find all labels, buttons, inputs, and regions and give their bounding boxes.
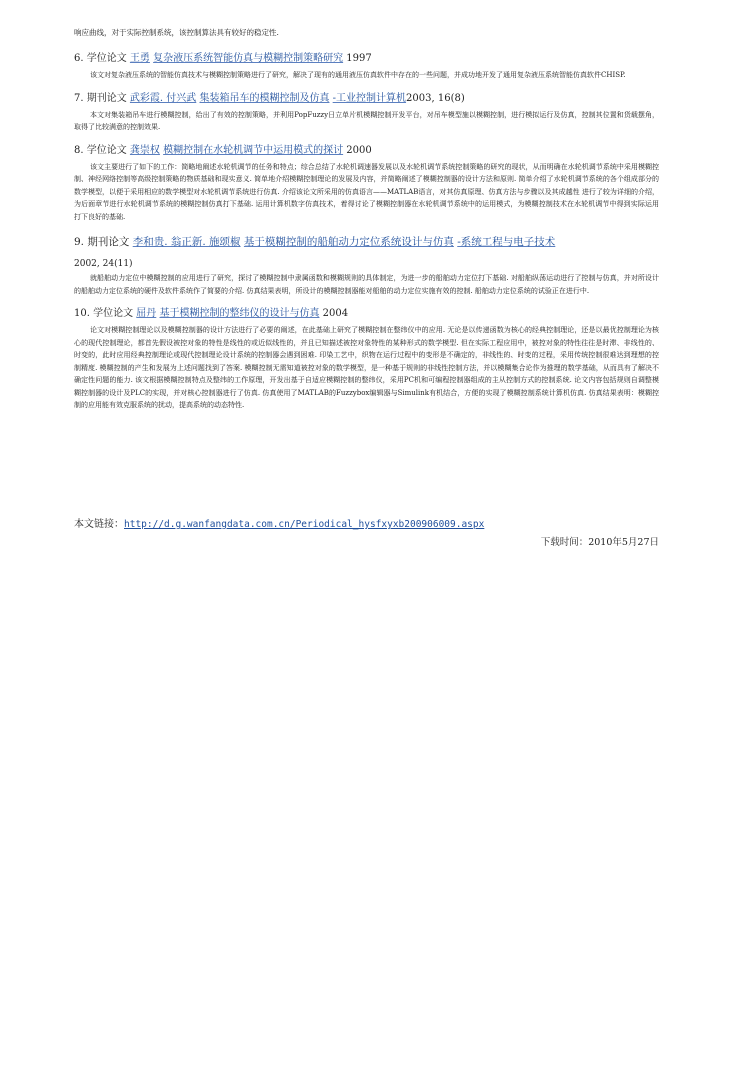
title-link[interactable]: 基于模糊控制的整纬仪的设计与仿真: [159, 308, 320, 319]
entry-number: 7. 期刊论文: [74, 92, 127, 104]
reference-entry-6: [74, 50, 659, 82]
reference-entry-7: [74, 90, 659, 134]
download-time: 下载时间：2010年5月27日: [540, 537, 659, 548]
reference-entry-9: [74, 231, 659, 297]
author-link[interactable]: 王勇: [129, 53, 150, 64]
entry-heading: [74, 305, 659, 323]
entry-year: 1997: [346, 53, 372, 64]
reference-entry-8: [74, 142, 659, 224]
title-link[interactable]: 模糊控制在水轮机调节中运用模式的探讨: [163, 144, 344, 156]
entry-abstract: 该文对复杂液压系统的智能仿真技术与模糊控制策略进行了研究，解决了现有的通用液压仿真软件中存在的一些问题，并成功地开发了通用复杂液压系统智能仿真软件CHISP.: [90, 71, 626, 79]
entry-number: 10. 学位论文: [74, 308, 134, 319]
title-link[interactable]: 基于模糊控制的船舶动力定位系统设计与仿真: [243, 236, 454, 248]
entry-number: 6. 学位论文: [74, 53, 127, 64]
lead-text: 响应曲线，对于实际控制系统，该控制算法具有较好的稳定性.: [74, 28, 279, 37]
article-link-line: [74, 517, 484, 533]
author-link[interactable]: 龚崇权: [129, 144, 160, 156]
author-link[interactable]: 屈丹: [136, 308, 157, 319]
entry-abstract: 该文主要进行了如下的工作：简略地阐述水轮机调节的任务和特点；综合总结了水轮机调速器发展以及水轮机调节系统控制策略的研究的现状，从而明确在水轮机调节系统中采用模糊控制、神经网络控制等高级控制策略的物质基础和现实意义. 简单地介绍模糊控制理论的发展及内容，并简略阐述了模糊控制器的设计方法和原则. 简单介绍了水轮机调节系统的各个组成部分的数学模型，以便于采用相应的数学模型对水轮机调节系统进行仿真. 介绍该论文所采用的仿真语言——MATLAB语言，对其仿真原理、仿真方法与步骤以及其成越性 进行了较为详细的介绍，为后面章节进行水轮机调节系统的模糊控制仿真打下基础. 运用计算机数字仿真技术，着得讨论了模糊控制器在水轮机调节系统中的运用模式，为模糊控制技术在水轮机调节中得到实际运用打下良好的基础.: [74, 162, 659, 221]
entry-heading: [74, 142, 659, 160]
entry-heading: [74, 231, 659, 253]
article-url-link[interactable]: http://d.g.wanfangdata.com.cn/Periodical_hysfxyxb200906009.aspx: [124, 519, 485, 530]
document-body: [74, 26, 659, 420]
article-link-label: 本文链接：: [74, 519, 124, 530]
entry-volume: 2002, 24(11): [74, 259, 133, 269]
entry-abstract: 论文对模糊控制理论以及模糊控制器的设计方法进行了必要的阐述，在此基础上研究了模糊控制在整纬仪中的应用. 无论是以传递函数为核心的经典控制理论，还是以最优控制理论为核心的现代控制理论，都首先假设被控对象的特性是线性的或近似线性的，并且已知描述被控对象特性的某种形式的数学模型. 但在实际工程应用中，被控对象的特性往往是时滞、非线性的、时变的，此时应用经典控制理论或现代控制理论设计系统的控制器会遇到困难. 印染工艺中，织物在运行过程中的变形是不确定的，非线性的、时变的过程，采用传统控制很难达到理想的控制精度. 模糊控制的产生和发展为上述问题找到了答案. 模糊控制无需知道被控对象的数学模型，是一种基于规则的非线性控制方法，并以模糊集合论作为推理的数学基础，从而具有了解决不确定性问题的能力. 该文根据模糊控制特点及整纬的工作原理，开发出基于自适应模糊控制的整纬仪，采用PC机和可编程控制器组成的主从控制方式的控制系统. 论文内容包括规则自调整模糊控制器的设计及PLC的实现，并对核心控制器进行了仿真. 仿真使用了MATLAB的Fuzzybox编辑器与Simulink有机结合，方便的实现了模糊控制系统计算机仿真. 仿真结果表明：模糊控制的应用能有效克服系统的扰动，提高系统的动态特性.: [74, 326, 659, 409]
entry-number: 9. 期刊论文: [74, 236, 130, 248]
author-link[interactable]: 李和贵. 翁正新. 施颂椒: [132, 236, 241, 248]
entry-heading: [74, 90, 659, 108]
journal-link[interactable]: -系统工程与电子技术: [457, 236, 556, 248]
entry-abstract: 本文对集装箱吊车进行模糊控制，给出了有效的控制策略，并利用PopFuzzy日立单片机模糊控制开发平台，对吊车模型施以模糊控制，进行模拟运行及仿真，控制其位置和货载摆角，取得了比较满意的控制效果.: [74, 110, 659, 131]
entry-year: 2004: [322, 308, 349, 319]
entry-year: 2003, 16(8): [406, 92, 465, 104]
entry-abstract: 就船舶动力定位中模糊控制的应用进行了研究，探讨了模糊控制中隶属函数和模糊规则的具体制定，为进一步的船舶动力定位打下基础. 对船舶纵荡运动进行了控制与仿真，并对所设计的船舶动力定位系统的硬件及软件系统作了简要的介绍. 仿真结果表明，所设计的模糊控制器能对船舶的动力定位实施有效的控制. 船舶动力定位系统的试验正在进行中.: [74, 274, 659, 295]
reference-entry-10: [74, 305, 659, 412]
title-link[interactable]: 复杂液压系统智能仿真与模糊控制策略研究: [153, 53, 344, 64]
entry-number: 8. 学位论文: [74, 144, 127, 156]
title-link[interactable]: 集装箱吊车的模糊控制及仿真: [199, 92, 330, 104]
entry-year: 2000: [346, 144, 372, 156]
author-link[interactable]: 武彩霞. 付兴武: [129, 92, 197, 104]
journal-link[interactable]: -工业控制计算机: [332, 92, 407, 104]
entry-heading: [74, 50, 659, 68]
